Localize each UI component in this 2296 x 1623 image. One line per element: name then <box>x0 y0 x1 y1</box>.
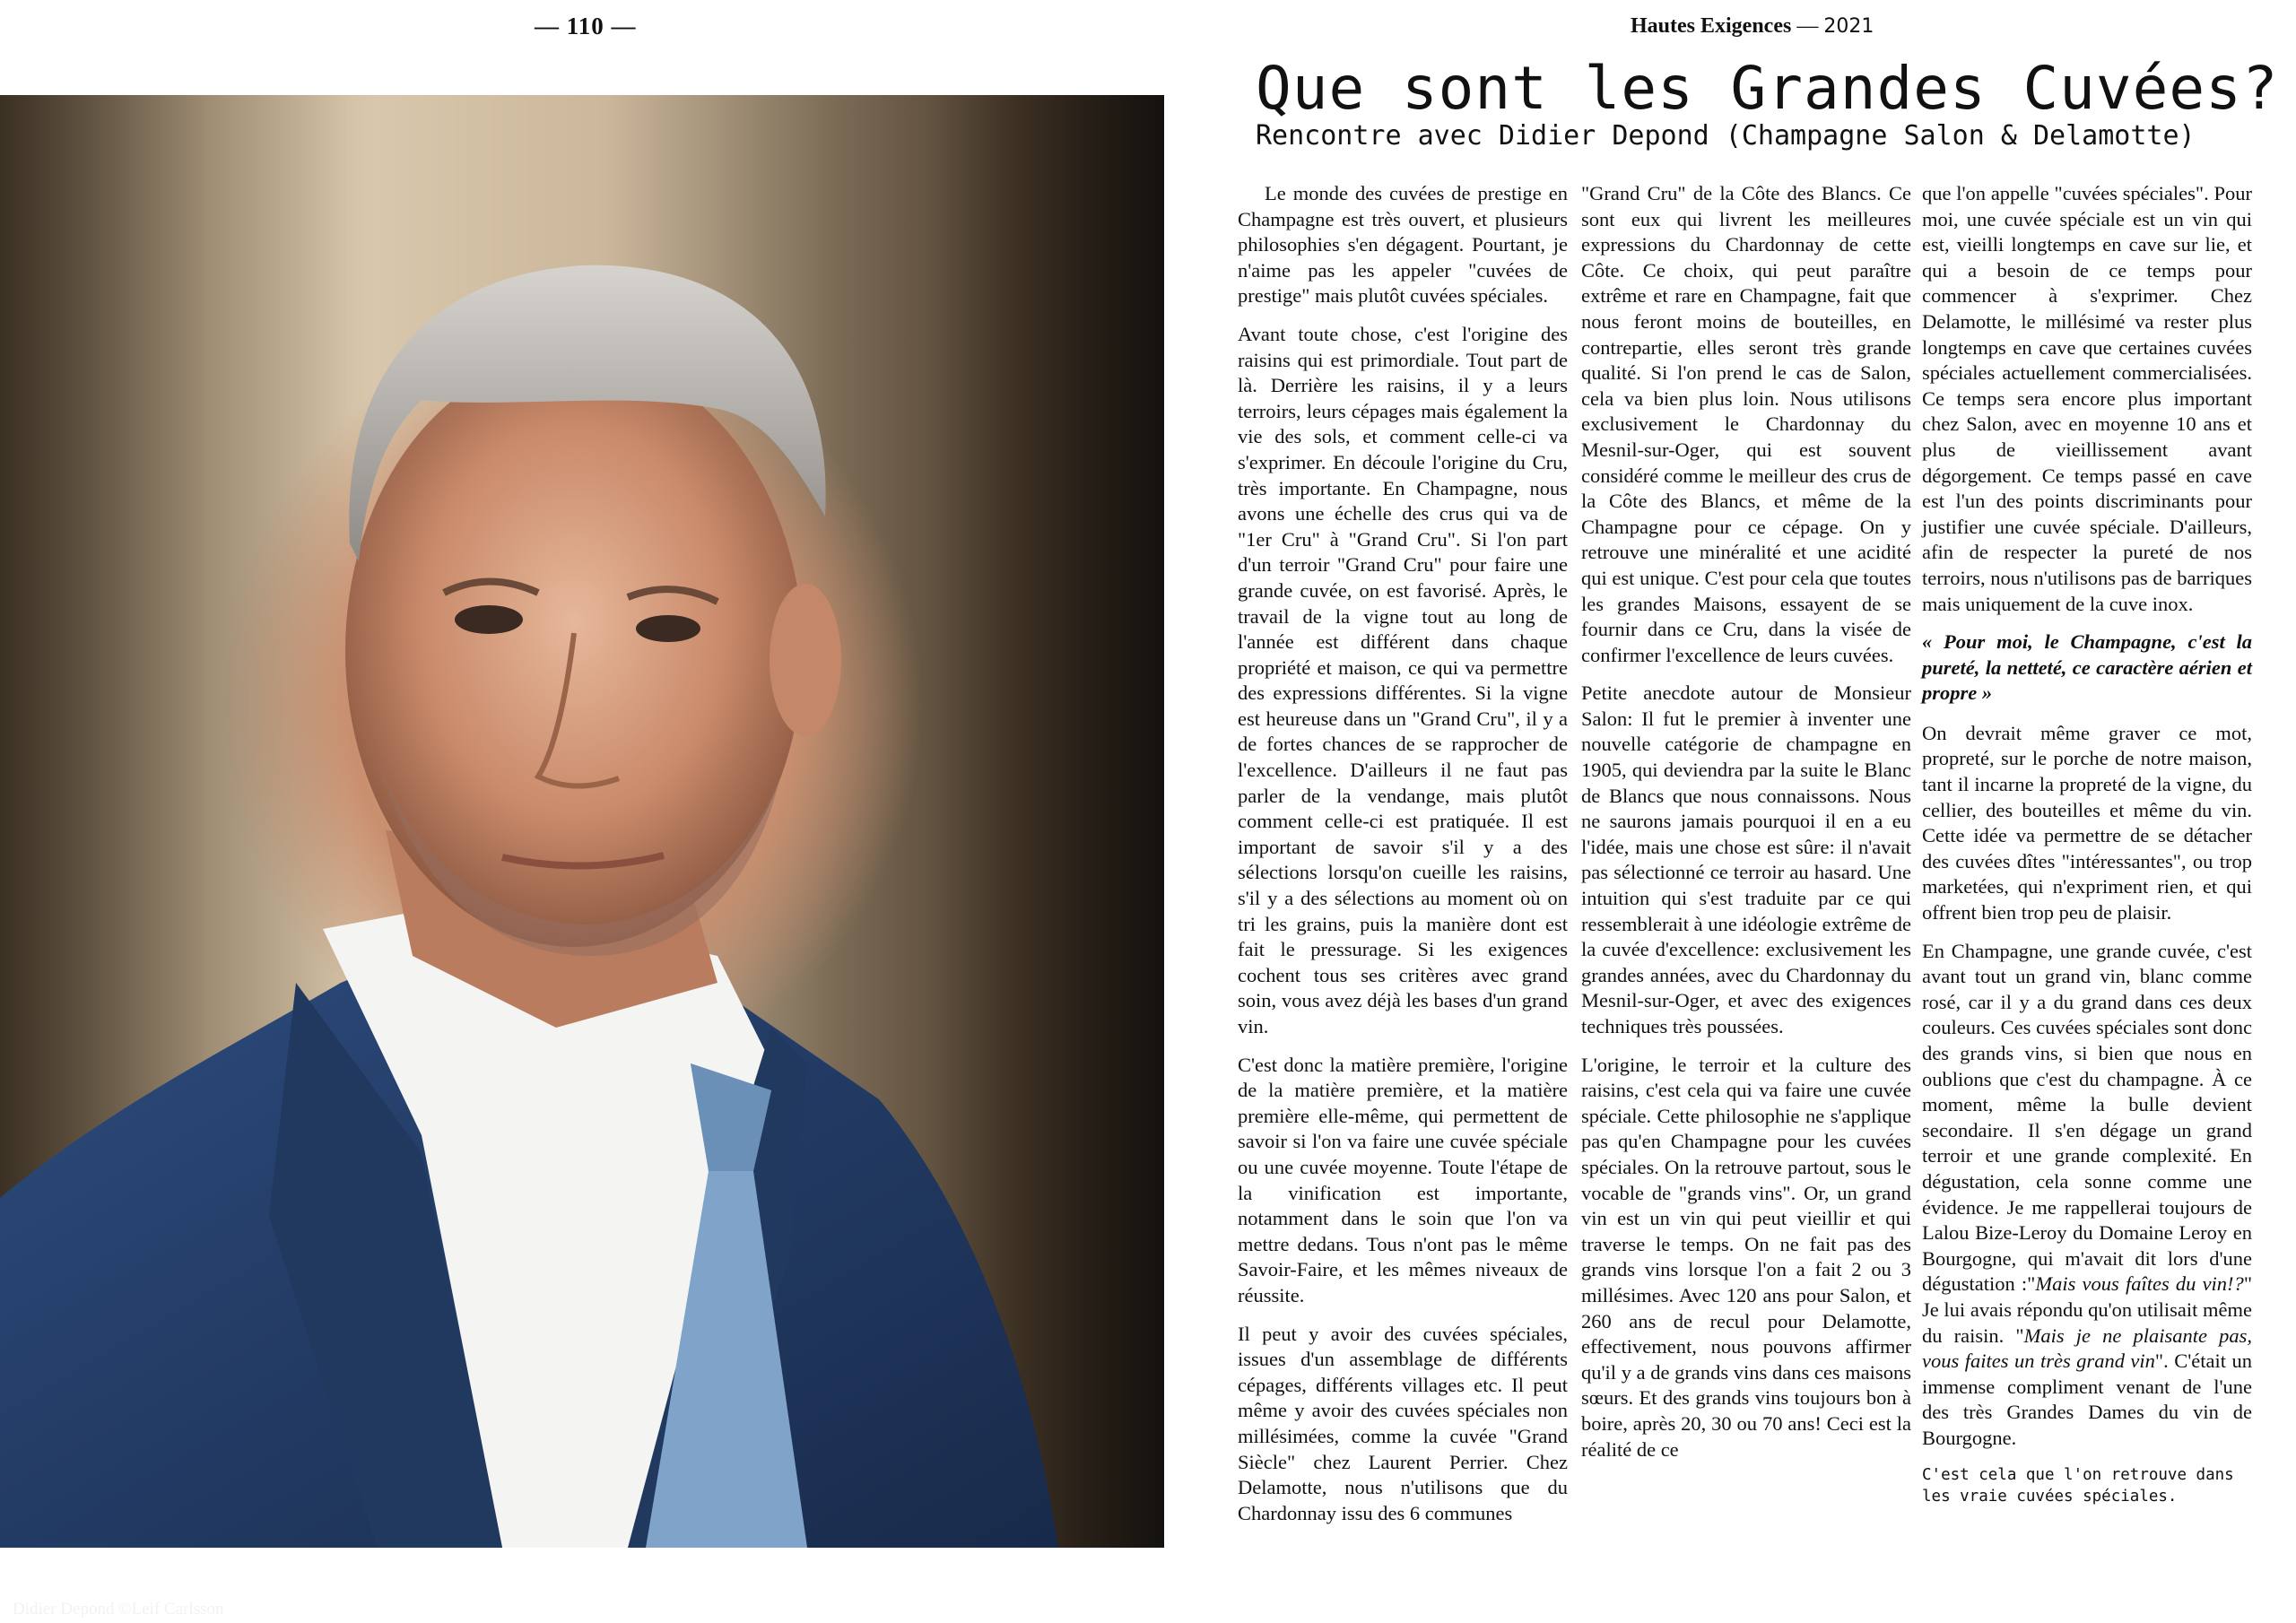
paragraph: "Grand Cru" de la Côte des Blancs. Ce sont eux qui livrent les meilleures expressions du Chardonnay de cette Côte. Ce choix, qui peut paraître extrême et rare en Champagne, fait que nous feront moins de bouteilles, en contrepartie, elles seront très grande qualité. Si l'on prend le cas de Salon, cela va bien plus loin. Nous utilisons exclusivement le Chardonnay du Mesnil-sur-Oger, qui est souvent considéré comme le meilleur des crus de la Côte des Blancs, et même de la Champagne pour ce cépage. On y retrouve une minéralité et une acidité qui est unique. C'est pour cela que toutes les grandes Maisons, essayent de se fournir dans ce Cru, dans la visée de confirmer l'excellence de leurs cuvées. <box>1581 182 1911 666</box>
paragraph: On devrait même graver ce mot, propreté, sur le porche de notre maison, tant il incarne la propreté de la vigne, du cellier, des bouteilles et même du vin. Cette idée va permettre de se détacher des cuvées dîtes "intéressantes", ou trop marketées, qui n'expriment rien, et qui offrent bien trop peu de plaisir. <box>1922 721 2252 924</box>
issue-year: 2021 <box>1823 15 1874 38</box>
paragraph: Avant toute chose, c'est l'origine des raisins qui est primordiale. Tout part de là. Derrière les raisins, il y a leurs terroirs, leurs cépages mais également la vie des sols, et comment celle-ci va s'exprimer. En découle l'origine du Cru, très importante. En Champagne, nous avons une échelle des crus qui va de "1er Cru" à "Grand Cru". Si l'on part d'un terroir "Grand Cru" pour faire une grande cuvée, on est favorisé. Après, le travail de la vigne tout au long de l'année est différent dans chaque propriété et maison, ce qui va permettre des expressions différentes. Si la vigne est heureuse dans un "Grand Cru", il y a de fortes chances de se rapprocher de l'excellence. D'ailleurs il ne faut pas parler de la vendange, mais plutôt comment celle-ci est pratiquée. Il est important de savoir s'il y a des sélections lorsqu'on cueille les raisins, s'il y a des sélections au moment où on tri les grains, puis la manière dont est fait le pressurage. Si les exigences cochent tous ses critères avec grand soin, vous avez déjà les bases d'un grand vin. <box>1238 322 1568 1037</box>
closing-line: C'est cela que l'on retrouve dans les vraie cuvées spéciales. <box>1922 1465 2234 1506</box>
paragraph: que l'on appelle "cuvées spéciales". Pour moi, une cuvée spéciale est un vin qui est, vieilli longtemps en cave sur lie, et qui a besoin de ce temps pour commencer à s'exprimer. Chez Delamotte, le millésimé va rester plus longtemps en cave que certaines cuvées spéciales actuellement commercialisées. Ce temps sera encore plus important chez Salon, avec en moyenne 10 ans et plus de vieillissement avant dégorgement. Ce temps passé en cave est l'un des points discriminants pour justifier une cuvée spéciale. D'ailleurs, afin de respecter la pureté de nos terroirs, nous n'utilisons pas de barriques mais uniquement de la cuve inox. <box>1922 182 2252 615</box>
portrait-photo <box>0 95 1164 1619</box>
portrait-illustration <box>0 95 1164 1548</box>
paragraph: L'origine, le terroir et la culture des raisins, c'est cela qui va faire une cuvée spéciale. Cette philosophie ne s'applique pas qu'en Champagne pour les cuvées spéciales. On la retrouve partout, sous le vocable de "grands vins". Or, un grand vin est un vin qui peut vieillir et qui traverse le temps. On ne fait pas des grands vins lorsque l'on a fait 2 ou 3 millésimes. Avec 120 ans pour Salon, et 260 ans de recul pour Delamotte, effectivement, nous pouvons affirmer qu'il y a de grands vins dans ces maisons sœurs. Et des grands vins toujours bon à boire, après 20, 30 ou 70 ans! Ceci est la réalité de ce <box>1581 1053 1911 1461</box>
text-column-1 <box>1238 181 1568 1598</box>
running-head <box>1631 14 1874 39</box>
paragraph: C'est donc la matière première, l'origine de la matière première, et la matière première elle-même, qui permettent de savoir si l'on va faire une cuvée spéciale ou une cuvée moyenne. Toute l'étape de la vinification est importante, notamment dans le soin que l'on va mettre dedans. Tous n'ont pas le même Savoir-Faire, et les mêmes niveaux de réussite. <box>1238 1053 1568 1306</box>
page-number: — 110 — <box>535 13 637 39</box>
paragraph: Petite anecdote autour de Monsieur Salon: Il fut le premier à inventer une nouvelle catégorie de champagne en 1905, qui deviendra par la suite le Blanc de Blancs que nous connaissons. Nous ne saurons jamais pourquoi il en a eu l'idée, mais une chose est sûre: il n'avait pas sélectionné ce terroir au hasard. Une intuition qui s'est traduite par ce qui ressemblerait à une idéologie extrême de la cuvée d'excellence: exclusivement les grandes années, avec du Chardonnay du Mesnil-sur-Oger, et avec des exigences techniques très poussées. <box>1581 681 1911 1037</box>
article-title: Que sont les Grandes Cuvées? <box>1256 54 2279 123</box>
quoted-remark: Mais vous faîtes du vin!? <box>2035 1272 2244 1296</box>
pull-quote: « Pour moi, le Champagne, c'est la pureté, la netteté, ce caractère aérien et propre » <box>1922 630 2252 705</box>
paragraph: Le monde des cuvées de prestige en Champagne est très ouvert, et plusieurs philosophies s'en dégagent. Pourtant, je n'aime pas les appeler "cuvées de prestige" mais plutôt cuvées spéciales. <box>1238 182 1568 308</box>
magazine-name: Hautes Exigences <box>1631 14 1792 38</box>
paragraph-text: " Je lui avais répondu qu'on utilisait même du raisin. " <box>1922 1272 2252 1347</box>
paragraph-text: ". C'était un immense compliment venant de l'une des très Grandes Dames du vin de Bourgogne. <box>1922 1350 2252 1449</box>
quoted-remark: Mais je ne plaisante pas, vous faites un très grand vin <box>1922 1324 2252 1373</box>
paragraph-text: En Champagne, une grande cuvée, c'est avant tout un grand vin, blanc comme rosé, car il y a du grand dans ces deux couleurs. Ces cuvées spéciales sont donc des grands vins, si bien que nous en oublions que c'est du champagne. À ce moment, même la bulle devient secondaire. Il s'en dégage un grand terroir et une grande complexité. En dégustation, cela sonne comme une évidence. Je me rappellerai toujours de Lalou Bize-Leroy du Domaine Leroy en Bourgogne, qui m'avait dit lors d'une dégustation :" <box>1922 939 2252 1296</box>
paragraph: Il peut y avoir des cuvées spéciales, issues d'un assemblage de différents cépages, différents villages etc. Il peut même y avoir des cuvées spéciales non millésimées, comme la cuvée "Grand Siècle" chez Laurent Perrier. Chez Delamotte, nous n'utilisons que du Chardonnay issu des 6 communes <box>1238 1322 1568 1524</box>
paragraph <box>1922 939 2252 1452</box>
article-subtitle: Rencontre avec Didier Depond (Champagne Salon & Delamotte) <box>1256 120 2196 152</box>
header-dash: — <box>1791 14 1824 38</box>
photo-caption: Didier Depond ©Leif Carlsson <box>13 1600 224 1619</box>
text-column-2 <box>1581 181 1911 1598</box>
text-column-3 <box>1922 181 2252 1598</box>
